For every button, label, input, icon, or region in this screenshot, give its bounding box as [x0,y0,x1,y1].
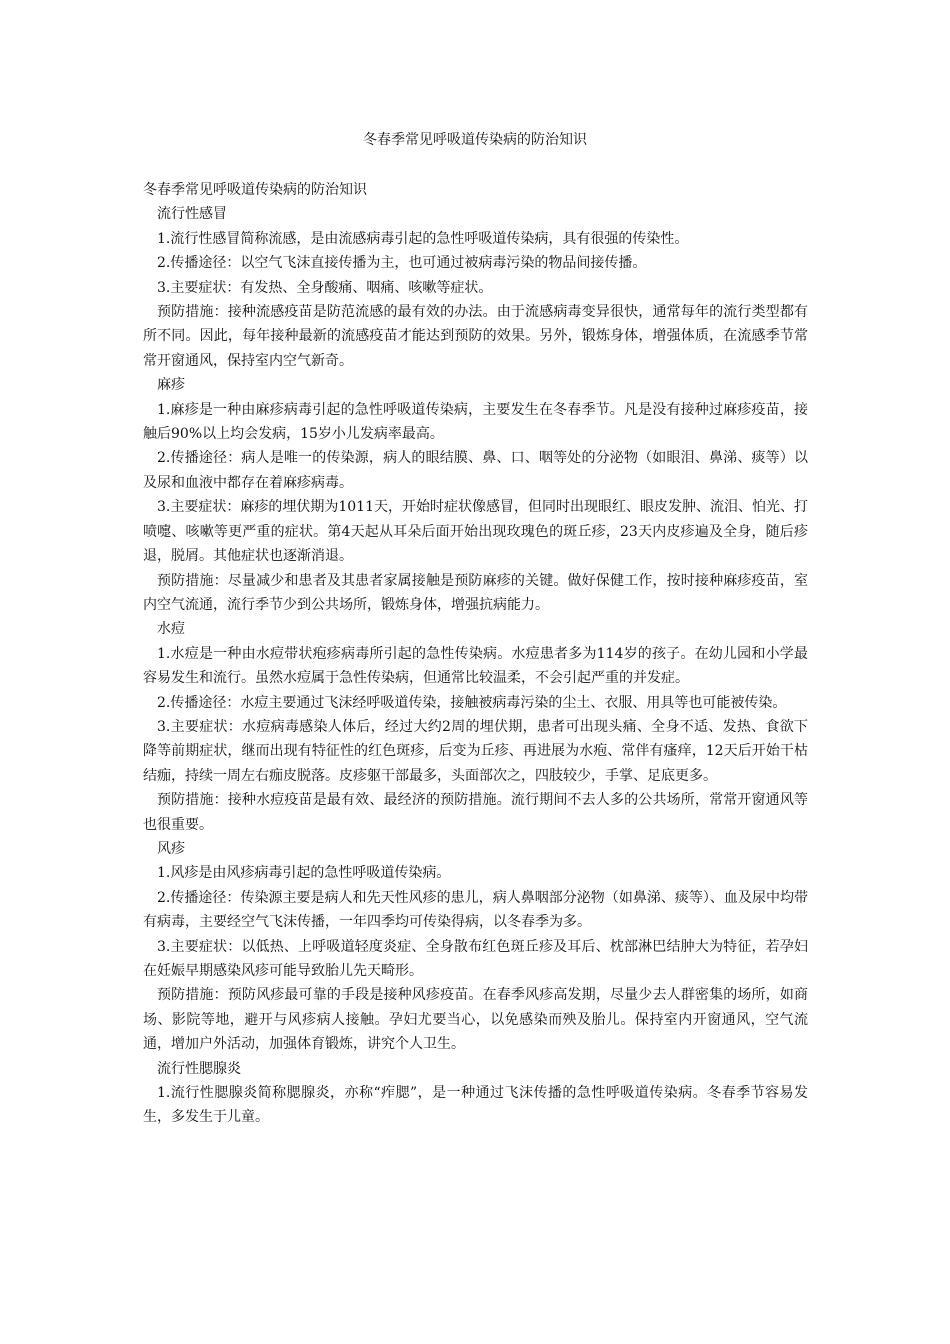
section-heading-chickenpox: 水痘 [157,621,185,638]
section-heading-rubella: 风疹 [157,840,185,857]
rubella-prevention: 预防措施：预防风疹最可靠的手段是接种风疹疫苗。在春季风疹高发期，尽量少去人群密集的场所，如商场、影院等地，避开与风疹病人接触。孕妇尤要当心，以免感染而殃及胎儿。保持室内开窗通风，空气流通，增加户外活动，加强体育锻炼，讲究个人卫生。 [143,987,808,1053]
chickenpox-symptoms: 3.主要症状：水痘病毒感染人体后，经过大约2周的埋伏期，患者可出现头痛、全身不适、发热、食欲下降等前期症状，继而出现有特征性的红色斑疹，后变为丘疹、再进展为水疱、常伴有瘙痒，12天后开始干枯结痂，持续一周左右痂皮脱落。皮疹躯干部最多，头面部次之，四肢较少，手掌、足底更多。 [143,718,808,784]
section-heading-mumps: 流行性腮腺炎 [157,1060,241,1077]
influenza-prevention: 预防措施：接种流感疫苗是防范流感的最有效的办法。由于流感病毒变异很快，通常每年的流行类型都有所不同。因此，每年接种最新的流感疫苗才能达到预防的效果。另外，锻炼身体，增强体质，在流感季节常常开窗通风，保持室内空气新奇。 [143,304,808,369]
chickenpox-definition: 1.水痘是一种由水痘带状疱疹病毒所引起的急性传染病。水痘患者多为114岁的孩子。在幼儿园和小学最容易发生和流行。虽然水痘属于急性传染病，但通常比较温柔，不会引起严重的并发症。 [143,645,808,687]
influenza-definition: 1.流行性感冒简称流感，是由流感病毒引起的急性呼吸道传染病，具有很强的传染性。 [157,230,689,247]
measles-transmission: 2.传播途径：病人是唯一的传染源，病人的眼结膜、鼻、口、咽等处的分泌物（如眼泪、鼻涕、痰等）以及尿和血液中都存在着麻疹病毒。 [143,450,808,491]
section-heading-measles: 麻疹 [157,377,185,394]
measles-definition: 1.麻疹是一种由麻疹病毒引起的急性呼吸道传染病，主要发生在冬春季节。凡是没有接种过麻疹疫苗，接触后90%以上均会发病，15岁小儿发病率最高。 [143,401,808,443]
document-body [143,178,808,1130]
rubella-symptoms: 3.主要症状：以低热、上呼吸道轻度炎症、全身散布红色斑丘疹及耳后、枕部淋巴结肿大为特征，若孕妇在妊娠早期感染风疹可能导致胎儿先天畸形。 [143,938,808,979]
section-heading-influenza: 流行性感冒 [157,206,227,223]
rubella-definition: 1.风疹是由风疹病毒引起的急性呼吸道传染病。 [157,865,451,882]
influenza-transmission: 2.传播途径：以空气飞沫直接传播为主，也可通过被病毒污染的物品间接传播。 [157,255,647,272]
measles-symptoms: 3.主要症状：麻疹的埋伏期为1011天，开始时症状像感冒，但同时出现眼红、眼皮发肿、流泪、怕光、打喷嚏、咳嗽等更严重的症状。第4天起从耳朵后面开始出现玫瑰色的斑丘疹，23天内皮疹遍及全身，随后疹退，脱屑。其他症状也逐渐消退。 [143,499,808,565]
document-subtitle: 冬春季常见呼吸道传染病的防治知识 [143,182,367,198]
measles-prevention: 预防措施：尽量减少和患者及其患者家属接触是预防麻疹的关键。做好保健工作，按时接种麻疹疫苗，室内空气流通，流行季节少到公共场所，锻炼身体，增强抗病能力。 [143,572,808,613]
chickenpox-prevention: 预防措施：接种水痘疫苗是最有效、最经济的预防措施。流行期间不去人多的公共场所，常常开窗通风等也很重要。 [143,792,808,833]
mumps-definition: 1.流行性腮腺炎简称腮腺炎，亦称“痄腮”，是一种通过飞沫传播的急性呼吸道传染病。冬春季节容易发生，多发生于儿童。 [143,1085,808,1126]
chickenpox-transmission: 2.传播途径：水痘主要通过飞沫经呼吸道传染，接触被病毒污染的尘土、衣服、用具等也可能被传染。 [157,694,787,711]
page-title: 冬春季常见呼吸道传染病的防治知识 [363,132,587,148]
rubella-transmission: 2.传播途径：传染源主要是病人和先天性风疹的患儿，病人鼻咽部分泌物（如鼻涕、痰等）、血及尿中均带有病毒，主要经空气飞沫传播，一年四季均可传染得病，以冬春季为多。 [143,889,808,931]
influenza-symptoms: 3.主要症状：有发热、全身酸痛、咽痛、咳嗽等症状。 [157,279,493,296]
